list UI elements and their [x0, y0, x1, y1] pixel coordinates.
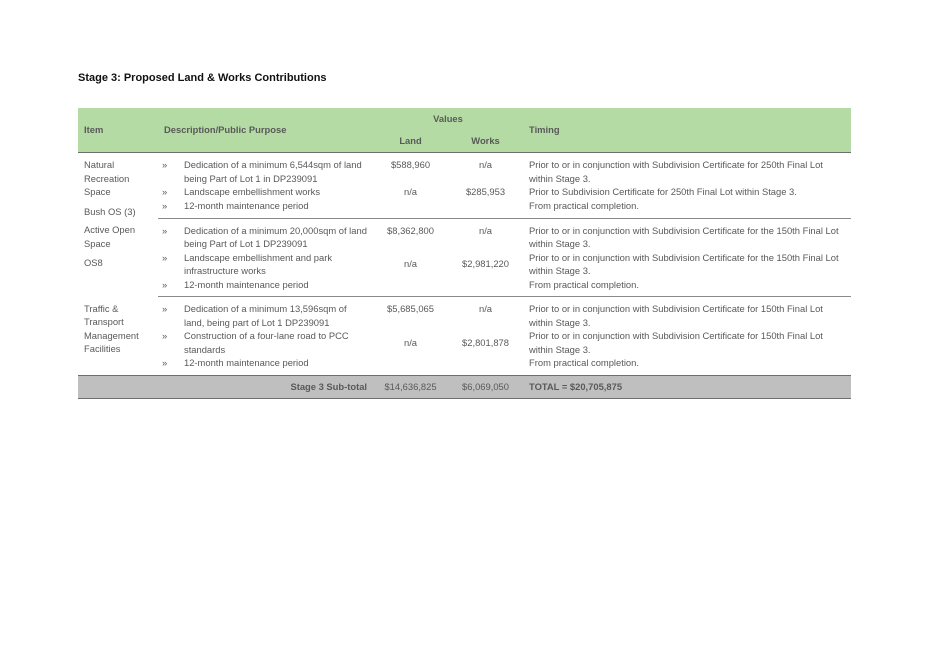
item-code: OS8	[84, 257, 103, 268]
item-cell	[78, 153, 158, 219]
land-value: $5,685,065	[387, 303, 434, 314]
bullet-icon: »	[162, 159, 168, 170]
land-value	[373, 199, 448, 218]
table-row	[78, 185, 851, 199]
land-value: n/a	[403, 186, 418, 198]
timing-cell: From practical completion.	[523, 199, 851, 218]
item-cell	[78, 218, 158, 297]
works-value: n/a	[478, 303, 493, 314]
header-item: Item	[78, 108, 158, 153]
description-cell: Dedication of a minimum 6,544sqm of land being Part of Lot 1 in DP239091	[184, 159, 362, 184]
header-works: Works	[448, 130, 523, 153]
land-value	[373, 356, 448, 375]
description-cell: Landscape embellishment and park infrastructure works	[184, 251, 333, 276]
timing-cell: Prior to or in conjunction with Subdivision Certificate for 150th Final Lot within Stage 3.	[529, 303, 823, 328]
description-cell: Dedication of a minimum 13,596sqm of land, being part of Lot 1 DP239091	[184, 303, 347, 328]
subtotal-works: $6,069,050	[448, 375, 523, 398]
header-timing: Timing	[523, 108, 851, 153]
description-cell: Landscape embellishment works	[184, 186, 321, 198]
works-value	[448, 199, 523, 218]
description-cell: Construction of a four-lane road to PCC standards	[184, 330, 349, 355]
table-row	[78, 297, 851, 330]
works-value: n/a	[478, 159, 493, 170]
header-description: Description/Public Purpose	[158, 108, 373, 153]
table-row	[78, 278, 851, 297]
description-cell: 12-month maintenance period	[178, 278, 373, 297]
bullet-icon: »	[162, 330, 168, 341]
subtotal-land: $14,636,825	[373, 375, 448, 398]
item-name: Traffic & Transport Management Facilities	[84, 302, 139, 354]
land-value: $588,960	[390, 159, 431, 170]
bullet-icon: »	[158, 278, 178, 297]
bullet-icon: »	[162, 303, 168, 314]
timing-cell: From practical completion.	[529, 357, 639, 368]
table-row	[78, 199, 851, 218]
land-value: $8,362,800	[387, 224, 434, 236]
table-row	[78, 356, 851, 375]
bullet-icon: »	[162, 186, 168, 198]
subtotal-row	[78, 375, 851, 398]
bullet-icon: »	[162, 251, 168, 263]
header-land: Land	[373, 130, 448, 153]
contributions-table	[78, 108, 851, 399]
land-value: n/a	[403, 336, 418, 348]
timing-cell: Prior to or in conjunction with Subdivision Certificate for the 150th Final Lot within Stage 3.	[529, 224, 839, 249]
works-value	[448, 356, 523, 375]
bullet-icon: »	[158, 199, 178, 218]
header-values: Values	[373, 108, 523, 130]
works-value: $285,953	[465, 186, 506, 198]
grand-total: TOTAL = $20,705,875	[523, 375, 851, 398]
works-value: n/a	[478, 224, 493, 236]
table-row	[78, 218, 851, 251]
timing-cell: Prior to Subdivision Certificate for 250th Final Lot within Stage 3.	[529, 186, 797, 198]
bullet-icon: »	[162, 224, 168, 236]
timing-cell: Prior to or in conjunction with Subdivision Certificate for 150th Final Lot within Stage 3.	[529, 330, 823, 355]
subtotal-label: Stage 3 Sub-total	[78, 375, 373, 398]
item-name: Active Open Space	[84, 224, 136, 249]
table-row	[78, 251, 851, 278]
page-title: Stage 3: Proposed Land & Works Contributions	[78, 72, 327, 84]
land-value	[373, 278, 448, 297]
item-name: Natural Recreation Space	[84, 159, 130, 197]
description-cell: Dedication of a minimum 20,000sqm of land being Part of Lot 1 DP239091	[184, 224, 367, 249]
description-cell: 12-month maintenance period	[184, 357, 309, 368]
table-row	[78, 329, 851, 356]
timing-cell: From practical completion.	[523, 278, 851, 297]
works-value: $2,801,878	[462, 336, 509, 348]
works-value	[448, 278, 523, 297]
bullet-icon: »	[162, 357, 168, 368]
timing-cell: Prior to or in conjunction with Subdivision Certificate for the 150th Final Lot within Stage 3.	[529, 251, 839, 276]
item-code: Bush OS (3)	[84, 205, 136, 217]
land-value: n/a	[403, 258, 418, 270]
works-value: $2,981,220	[462, 258, 509, 270]
table-row	[78, 153, 851, 186]
timing-cell: Prior to or in conjunction with Subdivision Certificate for 250th Final Lot within Stage 3.	[529, 159, 823, 184]
description-cell: 12-month maintenance period	[178, 199, 373, 218]
item-cell	[78, 297, 158, 376]
